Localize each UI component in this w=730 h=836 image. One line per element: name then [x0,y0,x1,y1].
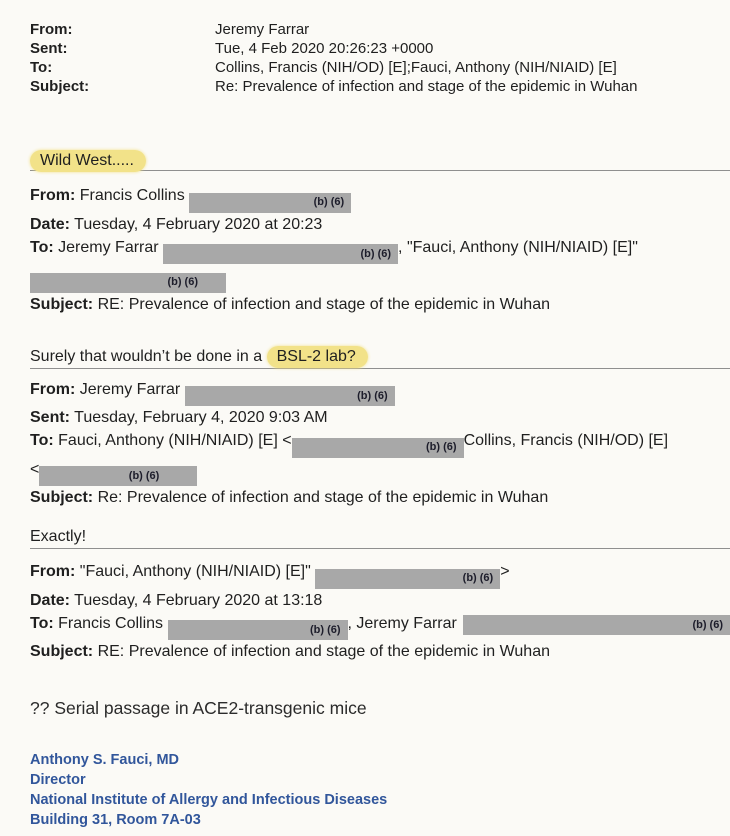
redaction-code: (b) (6) [313,196,345,208]
redaction-box [292,438,464,458]
signature-name: Anthony S. Fauci, MD [30,752,180,768]
email4-body [30,696,730,720]
redaction-box [185,386,395,406]
email2-to-name: Jeremy Farrar [58,238,159,256]
email3-sent-line [30,406,730,429]
email3-to-label: To: [30,432,54,449]
redaction-code: (b) (6) [357,389,388,402]
redaction-box [30,273,226,293]
email3-header-block [30,378,730,510]
email2-header-block [30,184,730,316]
header-row-to [30,58,730,77]
email4-date-value: Tuesday, 4 February 2020 at 13:18 [74,591,323,609]
redaction-code: (b) (6) [167,276,198,288]
redaction-code: (b) (6) [128,469,160,482]
email2-subject-value: RE: Prevalence of infection and stage of the epidemic in Wuhan [97,295,550,313]
redaction-code: (b) (6) [426,441,457,453]
subject-label: Subject: [30,78,90,95]
highlighted-note-text: Wild West..... [30,150,146,172]
email3-to-line [30,429,730,458]
header-row-from [30,20,730,39]
redaction-code: (b) (6) [462,572,494,584]
email2-to-label: To: [30,238,54,256]
email3-sent-value: Tuesday, February 4, 2020 9:03 AM [74,409,328,426]
top-mail-header [30,20,730,96]
email4-date-label: Date: [30,591,71,609]
email4-header-block [30,560,730,663]
email3-from-line [30,378,730,407]
header-row-sent [30,39,730,58]
email4-date-line [30,589,730,612]
header-row-subject [30,77,730,96]
email2-subject-line [30,293,730,316]
email4-to-line [30,612,730,641]
email4-subject-line [30,640,730,663]
email3-to-part2: Collins, Francis (NIH/OD) [E] [463,432,669,449]
reply-note [30,152,730,170]
to-value: Collins, Francis (NIH/OD) [E];Fauci, Anthony (NIH/NIAID) [E] [215,59,617,76]
redaction-box [189,193,351,213]
email2-from-line [30,184,730,213]
email4-body-text: ?? Serial passage in ACE2-transgenic mice [30,698,367,718]
email2-body-text: Surely that wouldn’t be done in a [30,347,267,365]
email4-subject-label: Subject: [30,643,94,660]
email3-sent-label: Sent: [30,409,70,426]
email4-subject-value: RE: Prevalence of infection and stage of the epidemic in Wuhan [97,643,550,660]
email2-from-name: Francis Collins [79,187,185,204]
fauci-signature-block [30,750,730,830]
to-label: To: [30,59,53,76]
redaction-code: (b) (6) [360,247,392,260]
email2-body [30,345,730,368]
highlighted-bsl2-text: BSL-2 lab? [267,346,368,368]
redaction-code: (b) (6) [692,618,723,631]
email2-to-continuation-line [30,264,730,293]
sent-label: Sent: [30,40,68,57]
divider-line [30,368,730,369]
email4-from-label: From: [30,563,76,580]
email3-to-part1: Fauci, Anthony (NIH/NIAID) [E] < [58,432,292,449]
email4-to-mid: , Jeremy Farrar [347,614,457,632]
email3-subject-line [30,486,730,509]
email3-body-text: Exactly! [30,528,87,545]
email2-date-line [30,213,730,236]
email3-to-continuation-line [30,458,730,487]
signature-address-clipped: Building 31, Room 7A-03 [30,812,201,828]
email4-from-line [30,560,730,589]
sent-value: Tue, 4 Feb 2020 20:26:23 +0000 [215,40,434,57]
email3-body [30,525,730,548]
redaction-box [163,244,398,264]
redaction-box [39,466,197,486]
email2-date-label: Date: [30,215,71,233]
email4-to-label: To: [30,614,54,632]
redaction-box [315,569,500,589]
email2-to-rest: , "Fauci, Anthony (NIH/NIAID) [E]" [398,238,638,256]
from-label: From: [30,21,73,38]
email3-subject-label: Subject: [30,489,94,506]
email4-from-name: "Fauci, Anthony (NIH/NIAID) [E]" [79,563,311,580]
redaction-code: (b) (6) [309,623,341,636]
email4-to-name1: Francis Collins [58,614,164,632]
divider-line [30,548,730,549]
signature-title: Director [30,772,86,788]
redaction-box [168,620,348,640]
subject-value: Re: Prevalence of infection and stage of the epidemic in Wuhan [215,78,638,95]
email2-date-value: Tuesday, 4 February 2020 at 20:23 [74,215,323,233]
email2-subject-label: Subject: [30,295,94,313]
email2-to-line [30,236,730,265]
email3-from-label: From: [30,380,76,398]
redaction-box [463,615,730,635]
email2-from-label: From: [30,187,76,204]
email3-subject-value: Re: Prevalence of infection and stage of the epidemic in Wuhan [97,489,549,506]
email3-from-name: Jeremy Farrar [79,380,181,398]
email4-from-suffix: > [500,563,510,580]
from-value: Jeremy Farrar [215,21,310,38]
signature-org: National Institute of Allergy and Infectious Diseases [30,792,388,808]
email3-to-cont-prefix: < [30,460,40,478]
